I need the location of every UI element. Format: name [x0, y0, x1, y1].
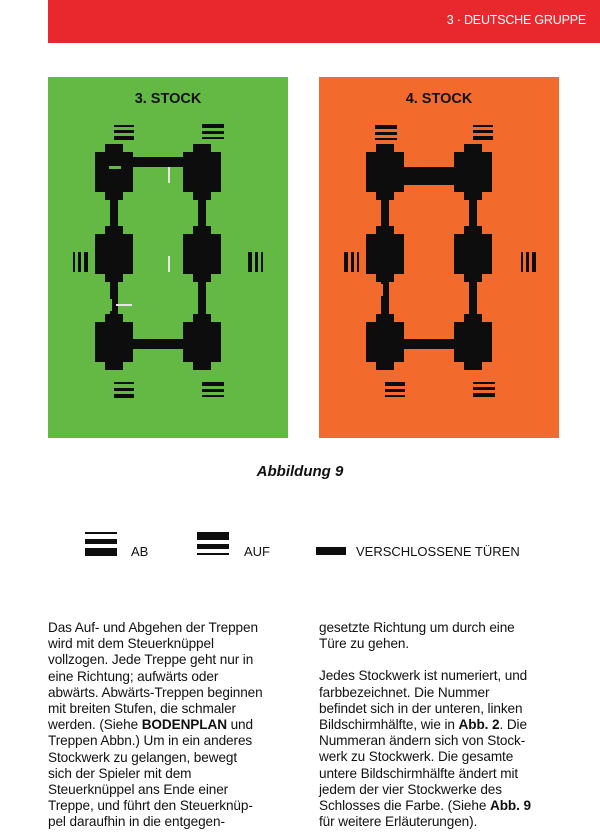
- text-line: mit breiten Stufen, die schmaler: [48, 701, 236, 717]
- text-line: Jedes Stockwerk ist numeriert, und: [319, 668, 528, 684]
- legend-item-up: [197, 532, 287, 562]
- floor-3-map-graphic: [48, 77, 288, 438]
- text-line: eine Richtung; aufwärts oder: [48, 668, 219, 684]
- text-run: und: [226, 717, 253, 733]
- text-line: befindet sich in der unteren, linken: [319, 700, 523, 716]
- text-run: . Die: [499, 717, 527, 733]
- header-bar: [48, 0, 600, 43]
- stairs-down-icon: [85, 532, 119, 562]
- text-run: Bildschirmhälfte, wie in: [319, 717, 459, 733]
- text-line: Treppe, und führt den Steuerknüp-: [48, 798, 253, 814]
- stairs-up-icon: [197, 532, 231, 562]
- text-line: [319, 717, 564, 733]
- text-line: gesetzte Richtung um durch eine: [319, 620, 515, 635]
- body-text-right: [319, 620, 564, 830]
- legend-label-locked: VERSCHLOSSENE TÜREN: [356, 544, 520, 559]
- legend-item-locked: [316, 532, 566, 562]
- text-line: farbbezeichnet. Die Nummer: [319, 684, 490, 700]
- body-text-left: [48, 620, 293, 831]
- text-line: Treppen Abbn.) Um in ein anderes: [48, 733, 253, 749]
- legend-label-up: AUF: [244, 544, 270, 559]
- floor-4-title: 4. STOCK: [405, 91, 473, 107]
- floor-3-title: 3. STOCK: [134, 91, 202, 107]
- text-line: [48, 717, 293, 733]
- text-run: werden. (Siehe: [48, 717, 142, 733]
- section-title: 3 · DEUTSCHE GRUPPE: [446, 13, 586, 27]
- text-line: wird mit dem Steuerknüppel: [48, 636, 214, 652]
- floor-3-map: [48, 77, 288, 438]
- floor-4-map: [319, 77, 559, 438]
- floor-4-map-graphic: [319, 77, 559, 438]
- text-line: Das Auf- und Abgehen der Treppen: [48, 620, 258, 635]
- text-line: pel daraufhin in die entgegen-: [48, 814, 225, 830]
- text-line: werk zu Stockwerk. Die gesamte: [319, 749, 514, 765]
- text-line: für weitere Erläuterungen).: [319, 814, 478, 830]
- figure-reference: Abb. 9: [490, 798, 531, 814]
- text-line: vollzogen. Jede Treppe geht nur in: [48, 652, 254, 668]
- text-line: sich der Spieler mit dem: [48, 765, 192, 781]
- text-line: Steuerknüppel ans Ende einer: [48, 782, 229, 798]
- text-line: abwärts. Abwärts-Treppen beginnen: [48, 684, 263, 700]
- text-line: Stockwerk zu gelangen, bewegt: [48, 749, 238, 765]
- text-line: untere Bildschirmhälfte ändert mit: [319, 765, 519, 781]
- figure-reference: Abb. 2: [458, 717, 500, 733]
- floorplan-reference: BODENPLAN: [141, 717, 227, 733]
- legend-label-down: AB: [131, 544, 149, 559]
- locked-door-icon: [316, 532, 348, 562]
- text-line: [319, 798, 564, 814]
- text-line: jedem der vier Stockwerke des: [319, 781, 502, 797]
- text-run: Schlosses die Farbe. (Siehe: [319, 798, 490, 814]
- text-line: Türe zu gehen.: [319, 636, 410, 652]
- legend-item-down: [85, 532, 165, 562]
- text-line: Nummeran ändern sich von Stock-: [319, 733, 526, 749]
- figure-caption: Abbildung 9: [256, 463, 344, 480]
